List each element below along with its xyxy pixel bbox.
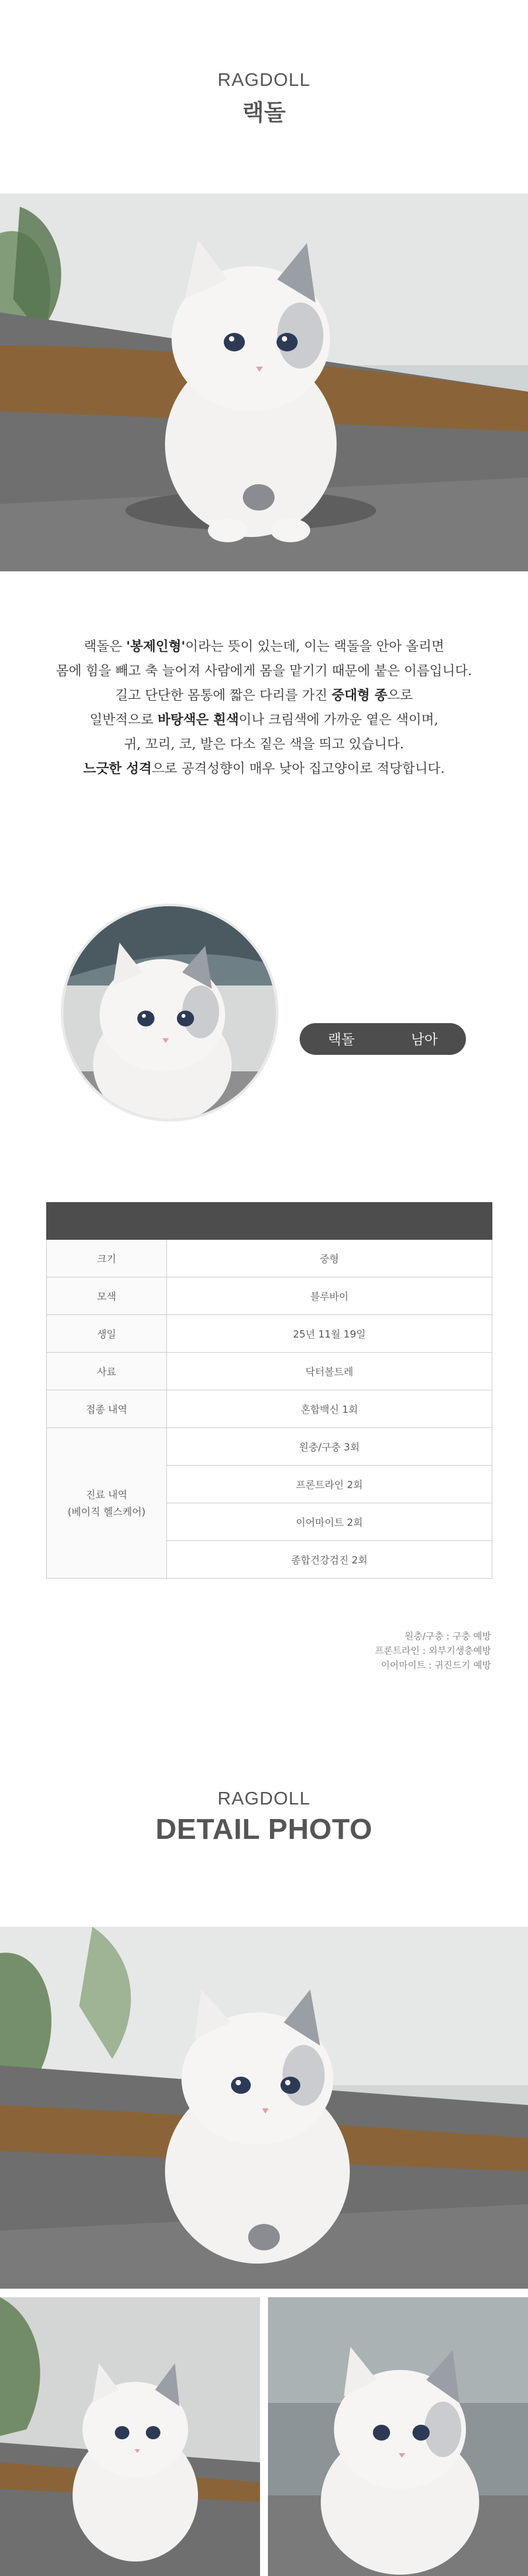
footnote: 원충/구충 : 구충 예방 [405, 1631, 491, 1642]
footnote: 이어마이트 : 귀진드기 예방 [381, 1661, 491, 1671]
table-row [47, 1353, 492, 1390]
description-emphasis: 중대형 종 [331, 687, 387, 703]
description-line: 길고 단단한 몸통에 짧은 다리를 가진 중대형 종으로 [115, 687, 413, 703]
hero-cat-photo [0, 194, 528, 571]
description-line: 랙돌은 '봉제인형'이라는 뜻이 있는데, 이는 랙돌을 안아 올리면 [83, 638, 445, 654]
table-header-cell [167, 1203, 492, 1240]
description-line: 느긋한 성격으로 공격성향이 매우 낮아 집고양이로 적당합니다. [83, 760, 445, 776]
detail-cat-photo-large [0, 1927, 528, 2289]
profile-cat-photo [63, 906, 276, 1119]
description-line: 몸에 힘을 빼고 축 늘어져 사람에게 몸을 맡기기 때문에 붙은 이름입니다. [55, 662, 473, 678]
detail-title: DETAIL PHOTO [155, 1813, 373, 1845]
footnotes [375, 1629, 491, 1673]
breed-label: 랙돌 [327, 1032, 355, 1048]
table-header-row [47, 1203, 492, 1240]
breed-description [0, 634, 528, 781]
info-table [46, 1202, 492, 1579]
row-label: 사료 [47, 1353, 167, 1390]
table-row [47, 1277, 492, 1315]
sex-label: 남아 [411, 1032, 438, 1048]
detail-cat-photo-right [268, 2297, 528, 2576]
page-title: 랙돌 [242, 100, 286, 126]
detail-eyebrow: RAGDOLL [217, 1788, 311, 1808]
description-line: 일반적으로 바탕색은 흰색이나 크림색에 가까운 옅은 색이며, [89, 711, 439, 727]
table-header-cell [47, 1203, 167, 1240]
treatment-value: 이어마이트 2회 [167, 1503, 492, 1541]
description-emphasis: '봉제인형' [126, 638, 185, 654]
detail-header [0, 1788, 528, 1846]
treatment-value: 프론트라인 2회 [167, 1466, 492, 1503]
table-row [47, 1315, 492, 1353]
row-label: 크기 [47, 1240, 167, 1277]
row-label: 생일 [47, 1315, 167, 1353]
treatment-label [47, 1428, 167, 1579]
row-label: 모색 [47, 1277, 167, 1315]
table-row [47, 1240, 492, 1277]
row-value: 혼합백신 1회 [167, 1390, 492, 1428]
row-value: 25년 11월 19일 [167, 1315, 492, 1353]
profile-pill [300, 1023, 466, 1055]
row-value: 블루바이 [167, 1277, 492, 1315]
row-value: 닥터볼트레 [167, 1353, 492, 1390]
table-row [47, 1428, 492, 1466]
detail-cat-photo-left [0, 2297, 260, 2576]
description-line: 귀, 꼬리, 코, 발은 다소 짙은 색을 띄고 있습니다. [123, 736, 405, 752]
row-label: 접종 내역 [47, 1390, 167, 1428]
table-row [47, 1390, 492, 1428]
treatment-value: 종합건강검진 2회 [167, 1541, 492, 1579]
breed-eyebrow: RAGDOLL [217, 69, 311, 90]
treatment-label-line1: 진료 내역 [86, 1488, 127, 1501]
row-value: 중형 [167, 1240, 492, 1277]
description-emphasis: 바탕색은 흰색 [157, 711, 239, 727]
treatment-label-line2: (베이직 헬스케어) [67, 1505, 146, 1518]
footnote: 프론트라인 : 외부기생충예방 [375, 1646, 491, 1657]
page-header [0, 69, 528, 127]
treatment-value: 원충/구충 3회 [167, 1428, 492, 1466]
description-emphasis: 느긋한 성격 [83, 760, 152, 776]
